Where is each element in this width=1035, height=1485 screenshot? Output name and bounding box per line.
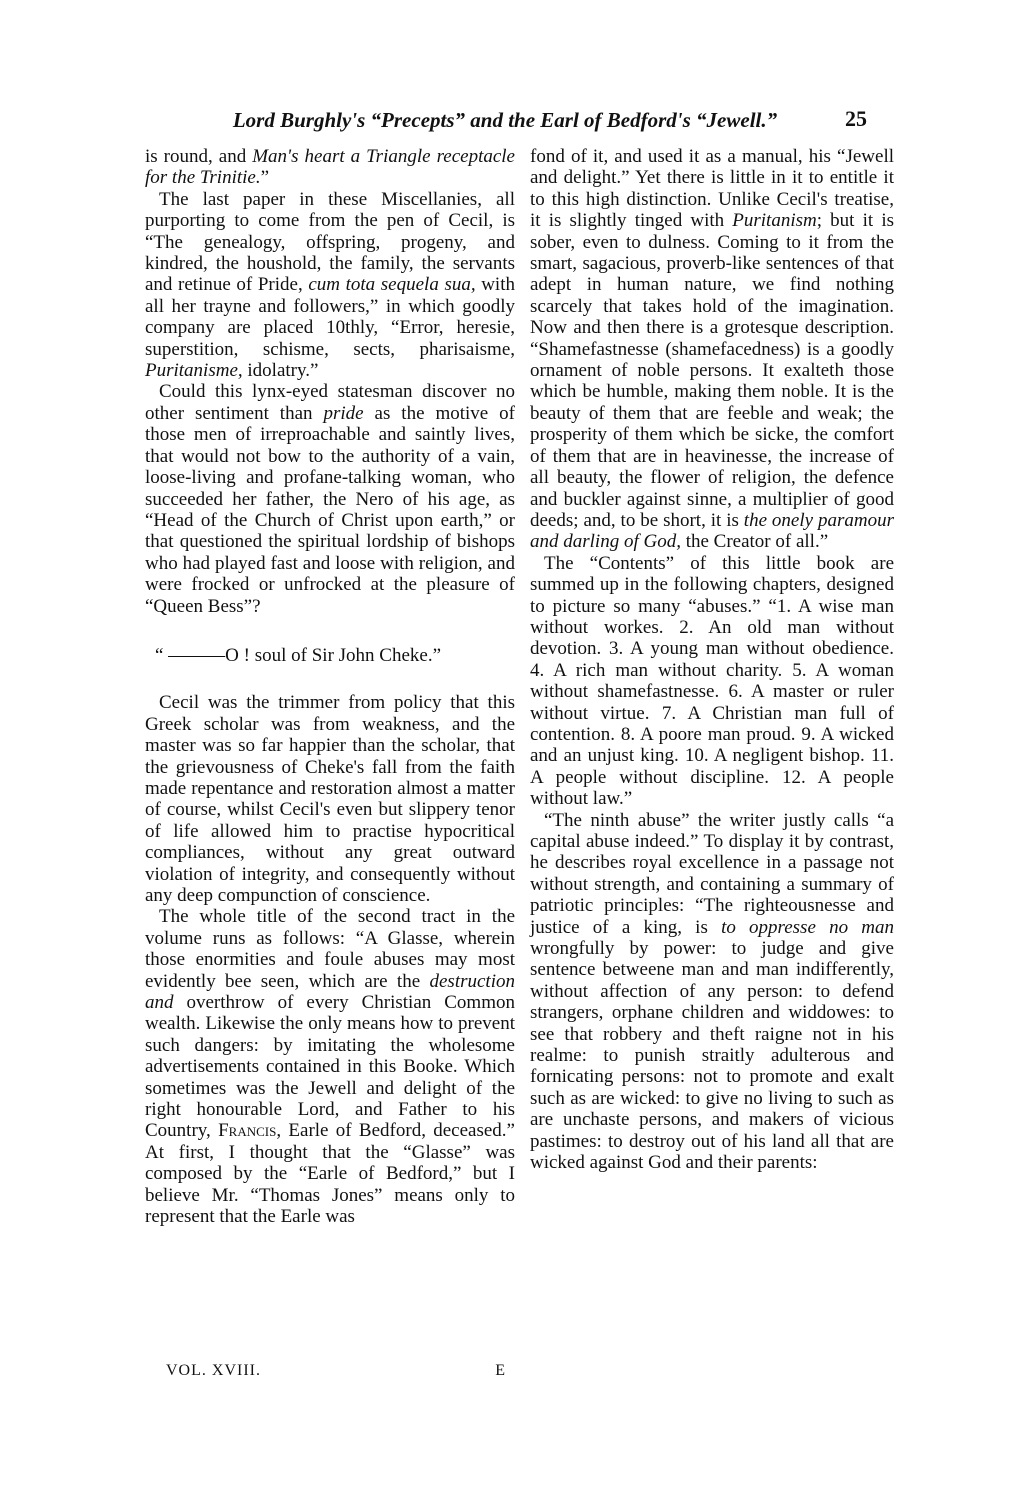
- page-number: 25: [845, 106, 867, 131]
- paragraph: fond of it, and used it as a manual, his “Jewell and delight.” Yet there is little in it to entitle it to this high distinction. Unlike Cecil's treatise, it is slightly tinged with Puritanism; but it is sober, even to dulness. Coming to it from the smart, sagacious, proverb-like sentences of that adept in human nature, we find nothing scarcely that takes hold of the imagination. Now and then there is a grotesque description. “Shamefastnesse (shamefacedness) is a goodly ornament of noble persons. It exalteth those which be humble, making them noble. It is the beauty of them that are feeble and weak; the prosperity of them which be sicke, the comfort of them that are in heavinesse, the increase of all beauty, the flower of religion, the defence and buckler against sinne, a multiplier of good deeds; and, to be short, it is the onely paramour and darling of God, the Creator of all.”: [530, 146, 894, 553]
- right-column: [530, 146, 894, 1174]
- paragraph: The whole title of the second tract in the volume runs as follows: “A Glasse, wherein those enormities and foule abuses may most evidently bee seen, which are the destruction and overthrow of every Christian Common wealth. Likewise the only means how to prevent such dangers: by imitating the wholesome advertisements contained in this Booke. Which sometimes was the Jewell and delight of the right honourable Lord, and Father to his Country, Francis, Earle of Bedford, deceased.” At first, I thought that the “Glasse” was composed by the “Earle of Bedford,” but I believe Mr. “Thomas Jones” means only to represent that the Earle was: [145, 906, 515, 1228]
- signature-mark: E: [495, 1362, 506, 1379]
- paragraph: “The ninth abuse” the writer justly calls “a capital abuse indeed.” To display it by contrast, he describes royal excellence in a passage not without strength, and containing a summary of patriotic principles: “The righteousnesse and justice of a king, is to oppresse no man wrongfully by power: to judge and give sentence betweene man and man indifferently, without affection of any person: to defend strangers, orphane children and widdowes: to see that robbery and theft raigne not in his realme: to punish straitly adulterous and fornicating persons: not to promote and exalt such as are wicked: to give no living to such as are unchaste persons, and makers of vicious pastimes: to destroy out of his land all that are wicked against God and their parents:: [530, 809, 895, 1174]
- block-quote: “ ———O ! soul of Sir John Cheke.”: [155, 644, 442, 666]
- paragraph: Could this lynx-eyed statesman discover no other sentiment than pride as the motive of those men of irreproachable and saintly lives, that would not bow to the authority of a vain, loose-living and profane-talking woman, who succeeded her father, the Nero of his age, as “Head of the Church of Christ upon earth,” or that questioned the spiritual lordship of bishops who had played fast and loose with religion, and were frocked or unfrocked at the pleasure of “Queen Bess”?: [145, 381, 515, 617]
- left-column: [145, 146, 515, 1228]
- running-head: Lord Burghly's “Precepts” and the Earl of Bedford's “Jewell.”: [232, 108, 778, 132]
- paragraph: is round, and Man's heart a Triangle receptacle for the Trinitie.”: [145, 146, 515, 189]
- paragraph: The last paper in these Miscellanies, all purporting to come from the pen of Cecil, is “The genealogy, offspring, progeny, and kindred, the houshold, the family, the servants and retinue of Pride, cum tota sequela sua, with all her trayne and followers,” in which goodly company are placed 10thly, “Error, heresie, superstition, schisme, sects, pharisaisme, Puritanisme, idolatry.”: [145, 188, 515, 382]
- page-footer: [166, 1362, 506, 1380]
- volume-label: VOL. XVIII.: [166, 1362, 261, 1379]
- paragraph: Cecil was the trimmer from policy that this Greek scholar was from weakness, and the master was so far happier than the scholar, that the grievousness of Cheke's fall from the faith made repentance and restoration almost a matter of course, whilst Cecil's even but slippery tenor of life allowed him to practise hypocritical compliances, without any great outward violation of integrity, and consequently without any deep compunction of conscience.: [145, 692, 515, 906]
- paragraph: The “Contents” of this little book are summed up in the following chapters, designed to picture so many “abuses.” “1. A wise man without workes. 2. An old man without devotion. 3. A young man without obedience. 4. A rich man without charity. 5. A woman without shamefastnesse. 6. A master or ruler without virtue. 7. A Christian man full of contention. 8. A poore man proud. 9. A wicked and an unjust king. 10. A negligent bishop. 11. A people without discipline. 12. A people without law.”: [530, 552, 894, 810]
